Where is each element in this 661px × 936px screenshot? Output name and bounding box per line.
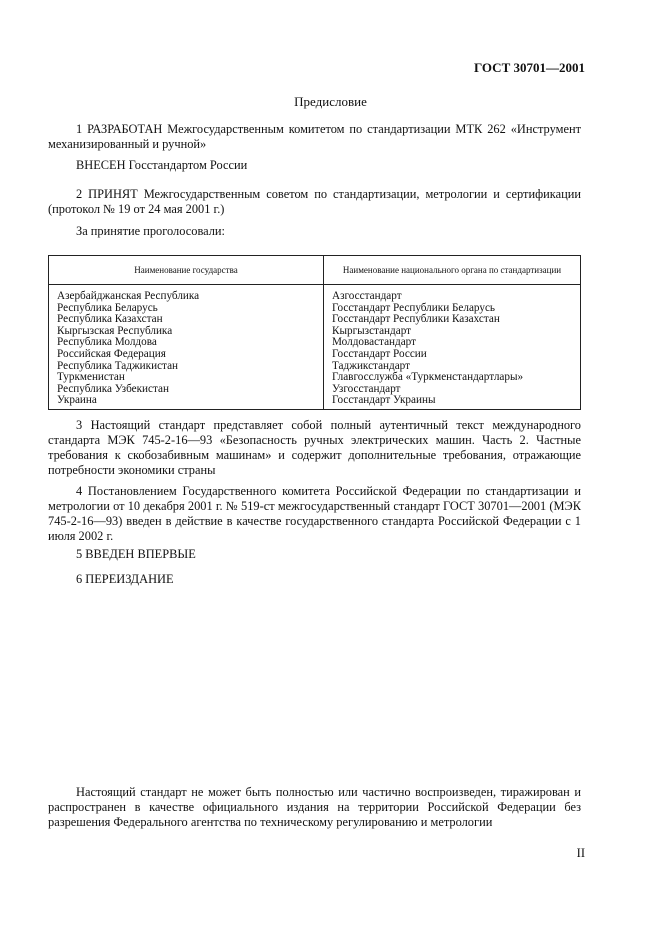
state-name: Кыргызская Республика	[57, 324, 173, 337]
standards-body-name: Госстандарт России	[332, 347, 427, 360]
standards-body-name: Госстандарт Республики Беларусь	[332, 301, 496, 314]
standards-body-name: Кыргызстандарт	[332, 324, 412, 337]
paragraph-4: 4 Постановлением Государственного комитета Российской Федерации по стандартизации и метрологии от 10 декабря 2001 г. № 519-ст межгосударственный стандарт ГОСТ 30701—2001 (МЭК 745-2-16—93) введен в действие в качестве государственного стандарта Российской Федерации с 1 июля 2002 г.	[48, 484, 581, 543]
paragraph-1: 1 РАЗРАБОТАН Межгосударственным комитетом по стандартизации МТК 262 «Инструмент механизированный и ручной»	[48, 122, 581, 151]
col-header-body: Наименование национального органа по стандартизации	[324, 256, 581, 285]
state-name: Украина	[57, 394, 97, 407]
state-name: Азербайджанская Республика	[57, 290, 200, 302]
bodies-column	[324, 285, 581, 410]
voting-table	[48, 255, 581, 410]
paragraph-3: 3 Настоящий стандарт представляет собой полный аутентичный текст международного стандарта МЭК 745-2-16—93 «Безопасность ручных электрических машин. Часть 2. Частные требования к скобозабивным машинам» и содержит дополнительные требования, отражающие потребности экономики страны	[48, 418, 581, 477]
state-name: Республика Узбекистан	[57, 382, 169, 395]
paragraph-2: 2 ПРИНЯТ Межгосударственным советом по стандартизации, метрологии и сертификации (протокол № 19 от 24 мая 2001 г.)	[48, 187, 581, 216]
standards-body-name: Главгосслужба «Туркменстандартлары»	[332, 371, 524, 384]
col-header-state: Наименование государства	[49, 256, 324, 285]
state-name: Туркменистан	[57, 371, 125, 384]
paragraph-2b: За принятие проголосовали:	[76, 224, 225, 238]
page-number: II	[576, 846, 585, 860]
standards-body-name: Госстандарт Украины	[332, 394, 436, 407]
paragraph-5: 5 ВВЕДЕН ВПЕРВЫЕ	[76, 547, 196, 561]
state-name: Республика Молдова	[57, 336, 157, 349]
standards-body-name: Азгосстандарт	[332, 290, 402, 302]
states-column	[49, 285, 324, 410]
page-title: Предисловие	[294, 94, 367, 109]
standards-body-name: Молдовастандарт	[332, 336, 417, 349]
standard-code: ГОСТ 30701—2001	[473, 60, 585, 75]
paragraph-1b: ВНЕСЕН Госстандартом России	[76, 158, 248, 172]
state-name: Российская Федерация	[57, 347, 166, 360]
state-name: Республика Таджикистан	[57, 359, 179, 372]
state-name: Республика Казахстан	[57, 313, 163, 326]
copyright-notice: Настоящий стандарт не может быть полностью или частично воспроизведен, тиражирован и распространен в качестве официального издания на территории Российской Федерации без разрешения Федерального агентства по техническому регулированию и метрологии	[48, 785, 581, 829]
standards-body-name: Госстандарт Республики Казахстан	[332, 313, 500, 326]
paragraph-6: 6 ПЕРЕИЗДАНИЕ	[76, 572, 174, 586]
standards-body-name: Таджикстандарт	[332, 359, 411, 372]
table-header-row	[49, 256, 581, 285]
standards-body-name: Узгосстандарт	[332, 382, 401, 395]
table-body-row	[49, 285, 581, 410]
state-name: Республика Беларусь	[57, 301, 158, 314]
